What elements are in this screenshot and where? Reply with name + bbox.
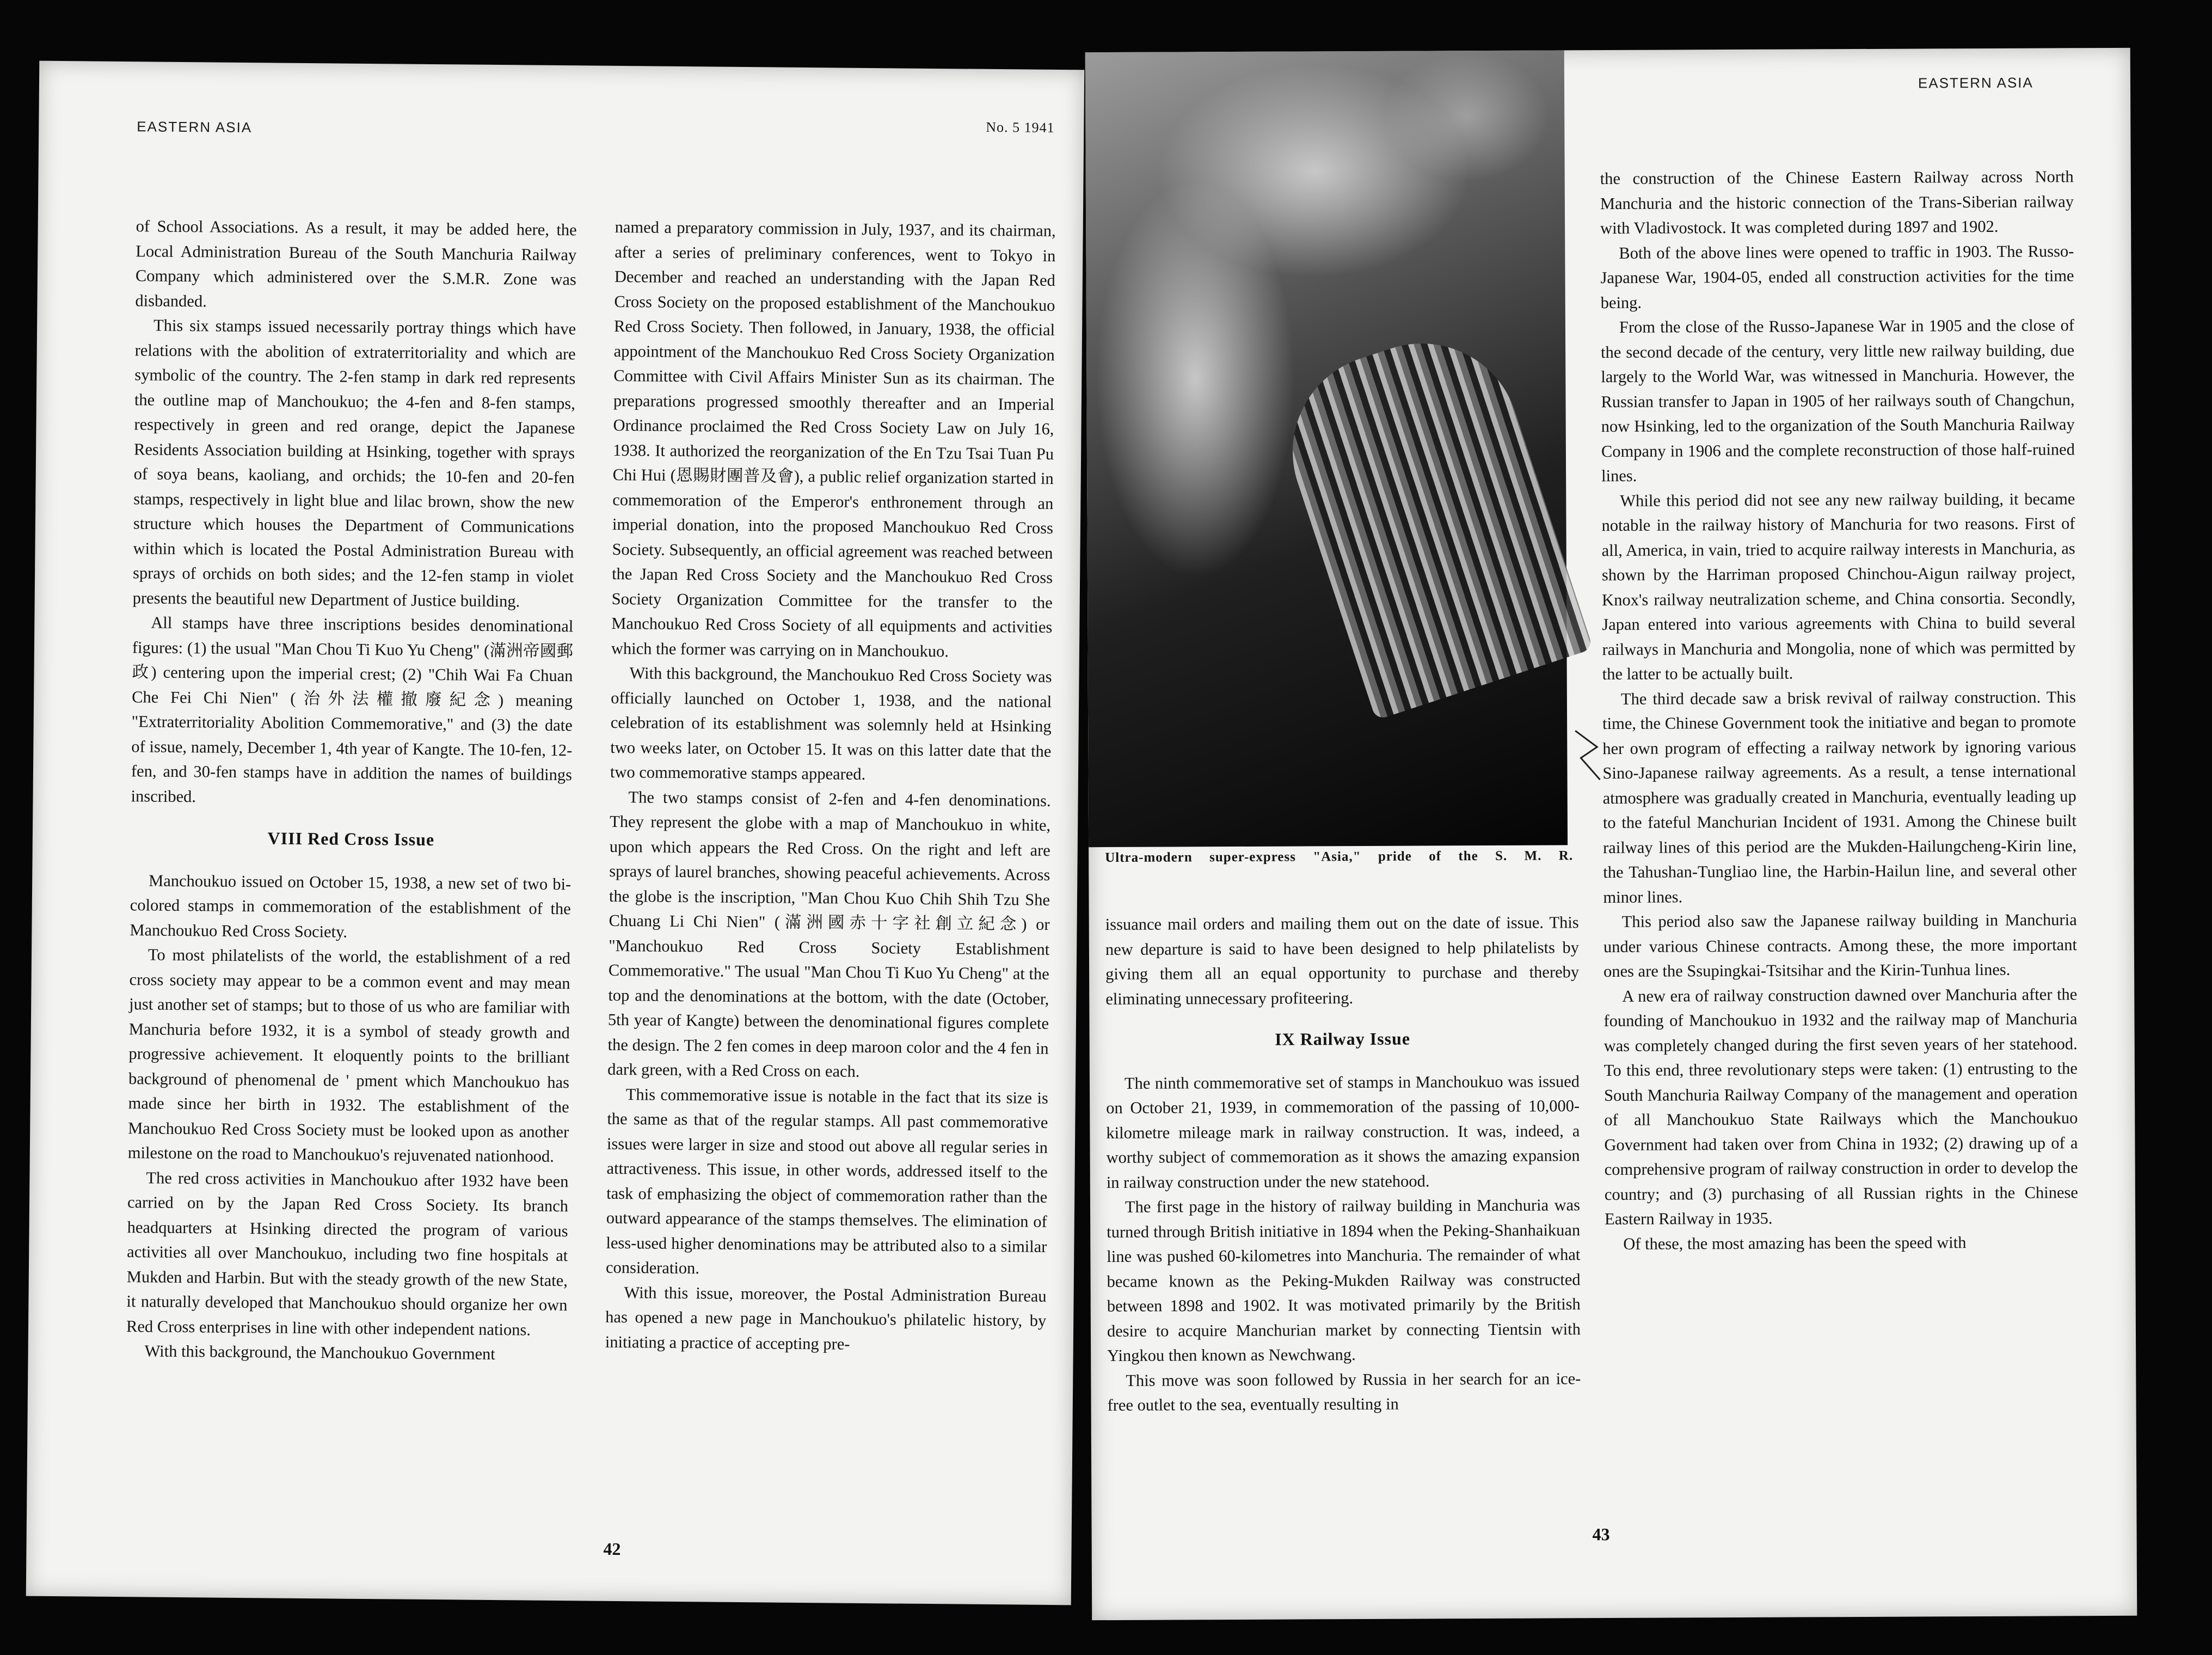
- paragraph: To most philatelists of the world, the establishment of a red cross society may appear to be a common event and may mean just another set of stamps; but to those of us who are familiar with Manchuria before 1932, it is a symbol of steady growth and progressive achievement. It eloquently points to the brilliant background of phenomenal de ' pment which Manchoukuo has made since her birth in 1932. The establishment of the Manchoukuo Red Cross Society must be looked upon as another milestone on the road to Manchoukuo's rejuvenated nationhood.: [127, 945, 571, 1166]
- paragraph: The two stamps consist of 2-fen and 4-fen denominations. They represent the globe with a map of Manchoukuo in white, upon which appears the Red Cross. On the right and left are sprays of laurel branches, showing peaceful achievements. Across the globe is the inscription, "Man Chou Kuo Chih Shih Tzu She Chuang Li Chi Nien" (滿洲國赤十字社創立紀念) or "Manchoukuo Red Cross Society Establishment Commemorative." The usual "Man Chou Ti Kuo Yu Cheng" at the top and the denominations at the bottom, with the date (October, 5th year of Kangte) between the denominational figures complete the design. The 2 fen comes in deep maroon color and the 4 fen in dark green, with a Red Cross on each.: [607, 787, 1051, 1081]
- paragraph: With this background, the Manchoukuo Government: [144, 1341, 496, 1364]
- paragraph: named a preparatory commission in July, 1937, and its chairman, after a series of preliminary conferences, went to Tokyo in December and reached an understanding with the Japan Red Cross Society on the proposed establishment of the Manchoukuo Red Cross Society. Then followed, in January, 1938, the official appointment of the Manchoukuo Red Cross Society Organization Committee with Civil Affairs Minister Sun as its chairman. The preparations progressed smoothly thereafter and an Imperial Ordinance proclaimed the Red Cross Society Law on July 16, 1938. It authorized the reorganization of the En Tzu Tsai Tuan Pu Chi Hui (恩賜財團普及會), a public relief organization started in commemoration of the Emperor's enthronement through an imperial donation, into the proposed Manchoukuo Red Cross Society. Subsequently, an official agreement was reached between the Japan Red Cross Society and the Manchoukuo Red Cross Society Organization Committee for the transfer to the Manchoukuo Red Cross Society of all equipments and activities which the former was carrying on in Manchoukuo.: [611, 217, 1056, 660]
- right-page: [1085, 48, 2137, 1620]
- paragraph: Of these, the most amazing has been the speed with: [1623, 1233, 1967, 1253]
- column-left-2: [605, 215, 1056, 1358]
- train-photo: [1085, 50, 1568, 847]
- paragraph: issuance mail orders and mailing them out on the date of issue. This new departure is said to have been designed to help philatelists by giving them all an equal opportunity to purchase and thereby eliminating unnecessary profiteering.: [1105, 913, 1580, 1008]
- page-number: 43: [1592, 1524, 1610, 1544]
- paragraph: All stamps have three inscriptions besides denominational figures: (1) the usual "Man Chou Ti Kuo Yu Cheng" (滿洲帝國郵政) centering upon the imperial crest; (2) "Chih Wai Fa Chuan Che Fei Chi Nien" (治外法權撤廢紀念) meaning "Extraterritoriality Abolition Commemorative," and (3) the date of issue, namely, December 1, 4th year of Kangte. The 10-fen, 12-fen, and 30-fen stamps have in addition the names of buildings inscribed.: [131, 613, 574, 806]
- paragraph: This period also saw the Japanese railway building in Manchuria under various Chinese contracts. Among these, the more important ones are the Ssupingkai-Tsitsihar and the Kirin-Tunhua lines.: [1603, 910, 2077, 981]
- left-page: [26, 61, 1085, 1605]
- paragraph: The red cross activities in Manchoukuo after 1932 have been carried on by the Japan Red Cross Society. Its branch headquarters at Hsinking directed the program of various activities all over Manchoukuo, including two fine hospitals at Mukden and Harbin. But with the steady growth of the new State, it naturally developed that Manchoukuo should organize her own Red Cross enterprises in line with other independent nations.: [126, 1168, 569, 1339]
- running-head: EASTERN ASIA: [1918, 74, 2033, 91]
- paragraph: This commemorative issue is notable in the fact that its size is the same as that of the regular stamps. All past commemorative issues were larger in size and stood out above all regular series in attractiveness. This issue, in other words, addressed itself to the task of emphasizing the object of commemoration rather than the outward appearance of the stamps themselves. The elimination of less-used higher denominations may be attributed also to a similar consideration.: [605, 1084, 1048, 1278]
- paragraph: the construction of the Chinese Eastern Railway across North Manchuria and the historic connection of the Trans-Siberian railway with Vladivostock. It was completed during 1897 and 1902.: [1600, 167, 2074, 238]
- train-image: [1267, 318, 1593, 720]
- page-number: 42: [603, 1538, 621, 1559]
- section-heading: VIII Red Cross Issue: [267, 828, 435, 850]
- column-right-2: [1600, 164, 2079, 1256]
- paragraph: While this period did not see any new railway building, it became notable in the railway history of Manchuria for two reasons. First of all, America, in vain, tried to acquire railway interests in Manchuria, as shown by the Harriman proposed Chinchou-Aigun railway project, Knox's railway neutralization scheme, and China consortia. Secondly, Japan entered into various agreements with China to build several railways in Manchuria and Mongolia, none of which was permitted by the latter to be actually built.: [1601, 489, 2076, 684]
- paragraph: The third decade saw a brisk revival of railway construction. This time, the Chinese Government took the initiative and began to promote her own program of effecting a railway network by ignoring various Sino-Japanese railway agreements. As a result, a tense international atmosphere was gradually created in Manchuria, eventually leading up to the fateful Manchurian Incident of 1931. Among the Chinese built railway lines of this period are the Mukden-Hailungcheng-Kirin line, the Tahushan-Tungliao line, the Harbin-Hailun line, and several other minor lines.: [1602, 687, 2077, 906]
- paragraph: With this background, the Manchoukuo Red Cross Society was officially launched on October 1, 1938, and the national celebration of its establishment was solemnly held at Hsinking two weeks later, on October 15. It was on this latter date that the two commemorative stamps appeared.: [610, 664, 1052, 783]
- paragraph: From the close of the Russo-Japanese War in 1905 and the close of the second decade of the century, very little new railway building, due largely to the World War, was witnessed in Manchuria. However, the Russian transfer to Japan in 1905 of her railways south of Changchun, now Hsinking, led to the organization of the South Manchuria Railway Company in 1906 and the complete reconstruction of those half-ruined lines.: [1601, 316, 2075, 486]
- paragraph: Both of the above lines were opened to traffic in 1903. The Russo-Japanese War, 1904-05, ended all construction activities for the time being.: [1600, 241, 2074, 312]
- column-left-1: [126, 214, 576, 1367]
- paragraph: The ninth commemorative set of stamps in Manchoukuo was issued on October 21, 1939, in commemoration of the passing of 10,000-kilometre mileage mark in railway construction. It was, indeed, a worthy subject of commemoration as it shows the amazing expansion in railway construction under the new statehood.: [1106, 1071, 1580, 1192]
- bracket-mark-icon: [1570, 725, 1603, 790]
- column-right-1: [1105, 910, 1581, 1418]
- photo-caption: Ultra-modern super-express "Asia," pride of the S. M. R.: [1105, 848, 1574, 866]
- running-head: EASTERN ASIA: [137, 118, 253, 136]
- paragraph: of School Associations. As a result, it may be added here, the Local Administration Bureau of the South Manchuria Railway Company which administered over the S.M.R. Zone was disbanded.: [135, 217, 577, 310]
- issue-number: No. 5 1941: [986, 119, 1055, 136]
- paragraph: With this issue, moreover, the Postal Administration Bureau has opened a new page in Manchoukuo's philatelic history, by initiating a practice of accepting pre-: [605, 1283, 1047, 1353]
- paragraph: The first page in the history of railway building in Manchuria was turned through British initiative in 1894 when the Peking-Shanhaikuan line was pushed 60-kilometres into Manchuria. The remainder of what became known as the Peking-Mukden Railway was constructed between 1898 and 1902. It was motivated primarily by the British desire to acquire Manchurian market by connecting Tientsin with Yingkou then known as Newchwang.: [1107, 1196, 1581, 1365]
- paragraph: Manchoukuo issued on October 15, 1938, a new set of two bi-colored stamps in commemoration of the establishment of the Manchoukuo Red Cross Society.: [130, 871, 572, 941]
- paragraph: This move was soon followed by Russia in her search for an ice-free outlet to the sea, eventually resulting in: [1107, 1369, 1581, 1415]
- paragraph: A new era of railway construction dawned over Manchuria after the founding of Manchoukuo in 1932 and the railway map of Manchuria was completely changed during the first seven years of her statehood. To this end, three revolutionary steps were taken: (1) entrusting to the South Manchuria Railway Company of the management and operation of all Manchoukuo State Railways which the Manchoukuo Government had taken over from China in 1932; (2) drawing up of a comprehensive program of railway construction in order to develop the country; and (3) purchasing of all Russian rights in the Chinese Eastern Railway in 1935.: [1603, 984, 2078, 1229]
- section-heading: IX Railway Issue: [1275, 1028, 1411, 1049]
- paragraph: This six stamps issued necessarily portray things which have relations with the abolition of extraterritoriality and which are symbolic of the country. The 2-fen stamp in dark red represents the outline map of Manchoukuo; the 4-fen and 8-fen stamps, respectively in green and red orange, depict the Japanese Residents Association building at Hsinking, together with sprays of soya beans, kaoliang, and orchids; the 10-fen and 20-fen stamps, respectively in light blue and lilac brown, show the new structure which houses the Department of Communications within which is located the Postal Administration Bureau with sprays of orchids on both sides; and the 12-fen stamp in violet presents the beautiful new Department of Justice building.: [132, 316, 576, 610]
